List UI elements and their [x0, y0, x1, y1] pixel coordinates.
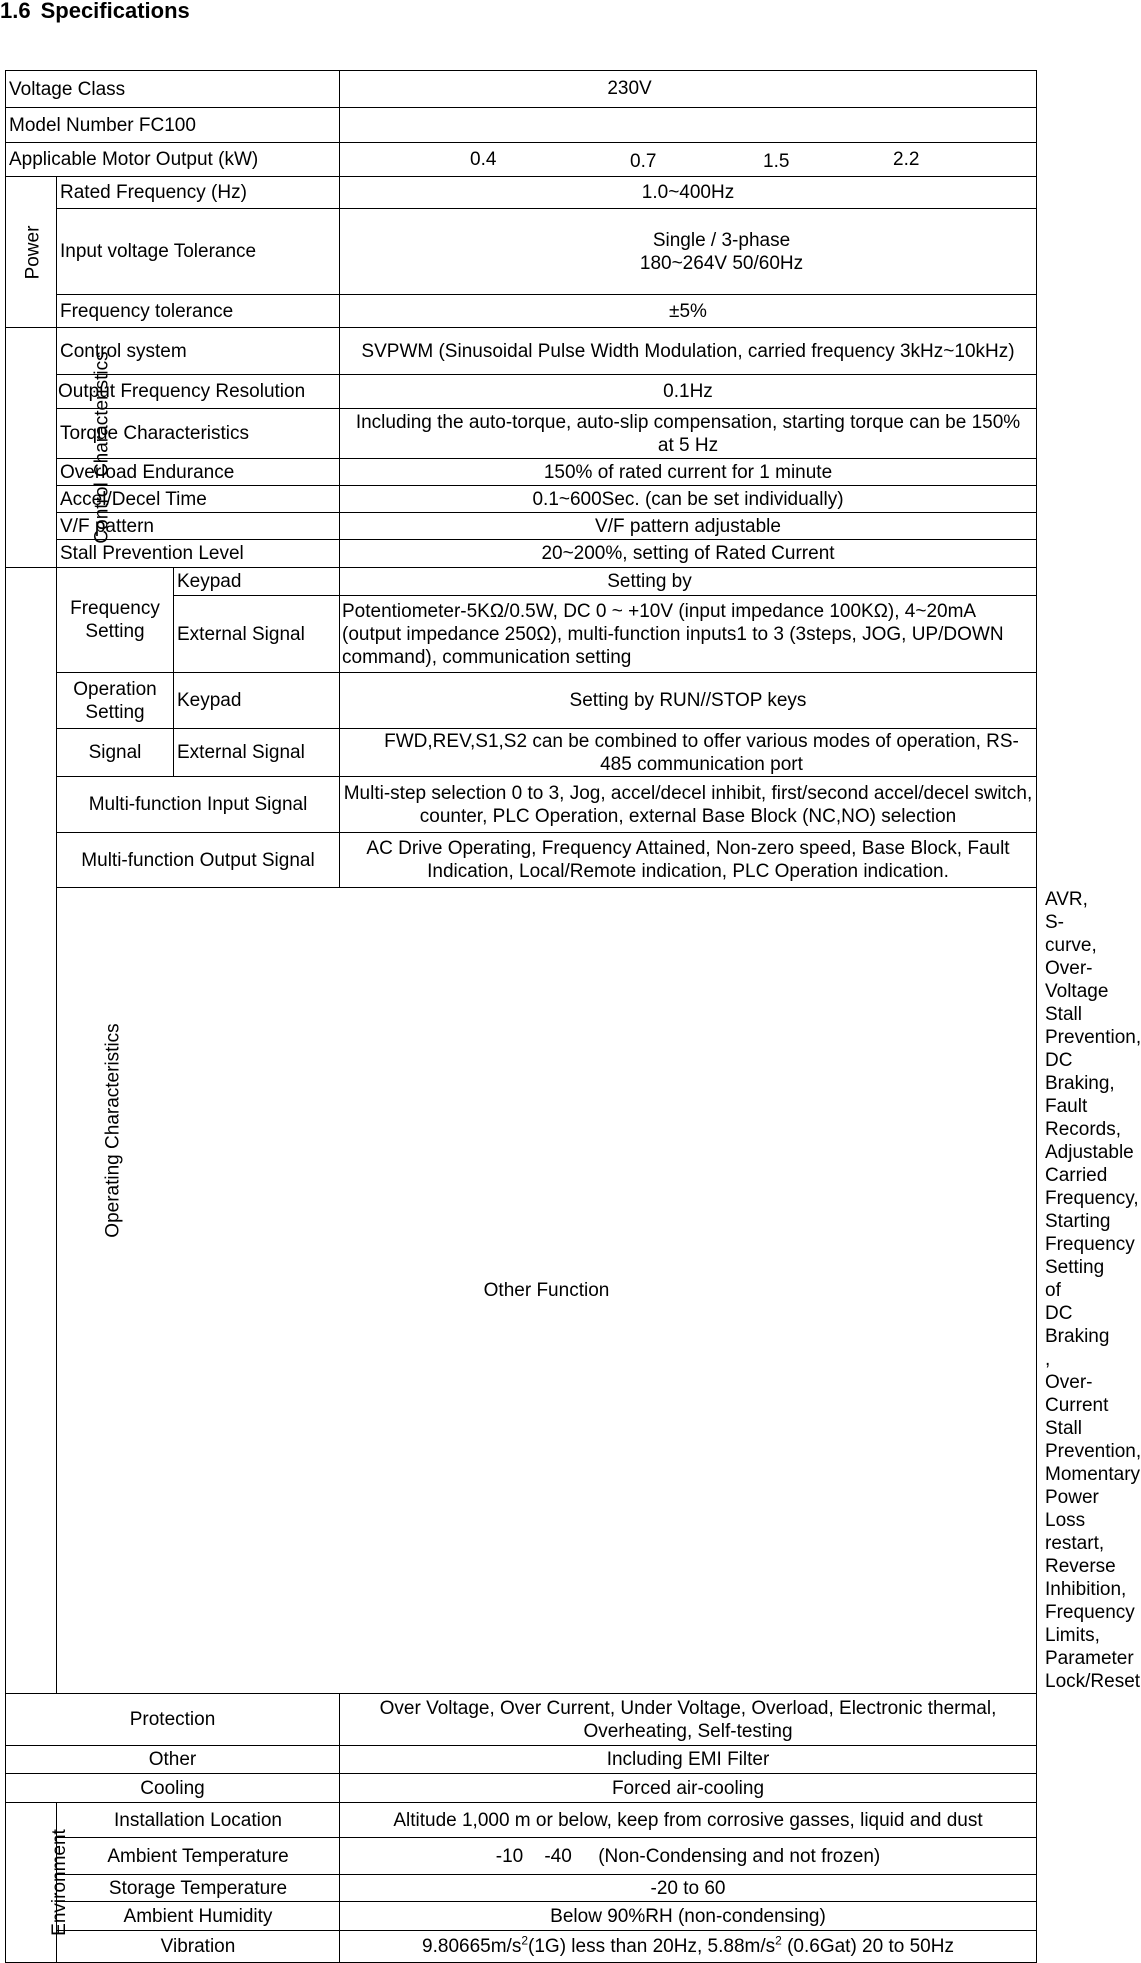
- table-row: [6, 177, 1037, 209]
- vibration-superscript-2: 2: [775, 1933, 782, 1948]
- accel-decel-time-value: 0.1~600Sec. (can be set individually): [340, 486, 1037, 513]
- cooling-value: Forced air-cooling: [340, 1774, 1037, 1803]
- installation-location-label: Installation Location: [57, 1803, 340, 1838]
- section-title: Specifications: [40, 0, 190, 23]
- input-voltage-tolerance-value: [340, 209, 1037, 295]
- cooling-label: Cooling: [6, 1774, 340, 1803]
- operation-keypad-value: Setting by RUN//STOP keys: [340, 673, 1037, 729]
- table-row: [6, 375, 1037, 409]
- voltage-class-label: Voltage Class: [6, 71, 340, 108]
- ambient-humidity-label: Ambient Humidity: [57, 1902, 340, 1931]
- output-frequency-resolution-value: 0.1Hz: [340, 375, 1037, 409]
- operating-group-label: Operating Characteristics: [6, 568, 57, 1694]
- rated-frequency-label: Rated Frequency (Hz): [57, 177, 340, 209]
- table-row: [6, 409, 1037, 459]
- table-row: [6, 1694, 1037, 1746]
- vf-pattern-label: V/F pattern: [57, 513, 340, 540]
- frequency-external-label: External Signal: [174, 596, 340, 673]
- control-group-label: Control Characteristics: [6, 328, 57, 568]
- multi-function-input-value: Multi-step selection 0 to 3, Jog, accel/decel inhibit, first/second accel/decel switch, counter, PLC Operation, external Base Block (NC,NO) selection: [340, 777, 1037, 833]
- protection-value: Over Voltage, Over Current, Under Voltage, Overload, Electronic thermal, Overheating, Self-testing: [340, 1694, 1037, 1746]
- ambient-temperature-label: Ambient Temperature: [57, 1838, 340, 1875]
- vf-pattern-value: V/F pattern adjustable: [340, 513, 1037, 540]
- table-row: [6, 513, 1037, 540]
- power-group-label: Power: [6, 177, 57, 328]
- rated-frequency-value: 1.0~400Hz: [340, 177, 1037, 209]
- table-row: [6, 71, 1037, 108]
- vibration-label: Vibration: [57, 1931, 340, 1963]
- model-number-value: [340, 108, 1037, 143]
- multi-function-output-value: AC Drive Operating, Frequency Attained, Non-zero speed, Base Block, Fault Indication, Local/Remote indication, PLC Operation indication.: [340, 833, 1037, 888]
- frequency-keypad-label: Keypad: [174, 568, 340, 596]
- vibration-superscript-1: 2: [521, 1933, 529, 1948]
- motor-value-0-4: 0.4: [470, 149, 497, 170]
- input-voltage-tolerance-label: Input voltage Tolerance: [57, 209, 340, 295]
- vibration-text-2: (1G) less than 20Hz, 5.88m/s: [528, 1936, 776, 1957]
- vibration-value: [340, 1931, 1037, 1963]
- installation-location-value: Altitude 1,000 m or below, keep from corrosive gasses, liquid and dust: [340, 1803, 1037, 1838]
- table-row: [6, 143, 1037, 177]
- overload-endurance-value: 150% of rated current for 1 minute: [340, 459, 1037, 486]
- operation-setting-label: Operation Setting: [57, 673, 174, 729]
- input-voltage-line1: Single / 3-phase: [652, 229, 791, 251]
- signal-external-value: FWD,REV,S1,S2 can be combined to offer various modes of operation, RS-485 communication port: [340, 729, 1037, 777]
- torque-characteristics-label: Torque Characteristics: [57, 409, 340, 459]
- table-row: [6, 1803, 1037, 1838]
- frequency-tolerance-value: ±5%: [340, 295, 1037, 328]
- vibration-text-1: 9.80665m/s: [422, 1936, 522, 1957]
- table-row: [6, 673, 1037, 729]
- section-number: 1.6: [0, 0, 31, 23]
- other-label: Other: [6, 1746, 340, 1774]
- control-system-label: Control system: [57, 328, 340, 375]
- frequency-keypad-value: Setting by: [340, 568, 1037, 596]
- motor-output-label: Applicable Motor Output (kW): [6, 143, 340, 177]
- table-row: [6, 833, 1037, 888]
- output-frequency-resolution-label: Output Frequency Resolution: [57, 375, 340, 409]
- vibration-text-3: (0.6Gat) 20 to 50Hz: [781, 1936, 954, 1957]
- table-row: [6, 1746, 1037, 1774]
- table-row: [6, 1774, 1037, 1803]
- other-function-label: Other Function: [57, 888, 1037, 1694]
- voltage-class-value: 230V: [340, 71, 1037, 108]
- table-row: [6, 1838, 1037, 1875]
- storage-temperature-label: Storage Temperature: [57, 1875, 340, 1902]
- ambient-temperature-value: -10 -40 (Non-Condensing and not frozen): [340, 1838, 1037, 1875]
- motor-value-0-7: 0.7: [630, 151, 657, 172]
- table-row: [6, 540, 1037, 568]
- table-row: [6, 328, 1037, 375]
- motor-output-values: [340, 143, 1037, 177]
- section-heading: [0, 0, 190, 24]
- table-row: Other Function AVR, S-curve, Over-Voltage Stall Prevention, DC Braking, Fault Records, Adjustable Carried Frequency, Starting Frequency Setting of DC Braking , Over-Current Stall Prevention, Momentary Power Loss restart, Reverse Inhibition, Frequency Limits, Parameter Lock/Reset: [6, 888, 1037, 1694]
- frequency-external-value: Potentiometer-5KΩ/0.5W, DC 0 ~ +10V (input impedance 100KΩ), 4~20mA (output impedance 250Ω), multi-function inputs1 to 3 (3steps, JOG, UP/DOWN command), communication setting: [340, 596, 1037, 673]
- motor-value-1-5: 1.5: [763, 151, 790, 172]
- input-voltage-line2: 180~264V 50/60Hz: [639, 252, 804, 274]
- operation-keypad-label: Keypad: [174, 673, 340, 729]
- table-row: [6, 459, 1037, 486]
- frequency-setting-label: Frequency Setting: [57, 568, 174, 673]
- table-row: [6, 486, 1037, 513]
- multi-function-input-label: Multi-function Input Signal: [57, 777, 340, 833]
- table-row: [6, 1875, 1037, 1902]
- specifications-table: [5, 70, 1141, 1963]
- table-row: [6, 209, 1037, 295]
- overload-endurance-label: Overload Endurance: [57, 459, 340, 486]
- accel-decel-time-label: Accel/Decel Time: [57, 486, 340, 513]
- ambient-humidity-value: Below 90%RH (non-condensing): [340, 1902, 1037, 1931]
- stall-prevention-value: 20~200%, setting of Rated Current: [340, 540, 1037, 568]
- stall-prevention-label: Stall Prevention Level: [57, 540, 340, 568]
- table-row: [6, 1931, 1037, 1963]
- table-row: [6, 729, 1037, 777]
- signal-label: Signal: [57, 729, 174, 777]
- table-row: [6, 108, 1037, 143]
- protection-label: Protection: [6, 1694, 340, 1746]
- storage-temperature-value: -20 to 60: [340, 1875, 1037, 1902]
- multi-function-output-label: Multi-function Output Signal: [57, 833, 340, 888]
- table-row: [6, 568, 1037, 596]
- model-number-label: Model Number FC100: [6, 108, 340, 143]
- table-row: [6, 777, 1037, 833]
- other-value: Including EMI Filter: [340, 1746, 1037, 1774]
- table-row: [6, 295, 1037, 328]
- environment-group-label: Environment: [6, 1803, 57, 1963]
- signal-external-label: External Signal: [174, 729, 340, 777]
- table-row: [6, 1902, 1037, 1931]
- torque-characteristics-value: Including the auto-torque, auto-slip compensation, starting torque can be 150% at 5 Hz: [340, 409, 1037, 459]
- motor-value-2-2: 2.2: [893, 149, 920, 170]
- frequency-tolerance-label: Frequency tolerance: [57, 295, 340, 328]
- control-system-value: SVPWM (Sinusoidal Pulse Width Modulation, carried frequency 3kHz~10kHz): [340, 328, 1037, 375]
